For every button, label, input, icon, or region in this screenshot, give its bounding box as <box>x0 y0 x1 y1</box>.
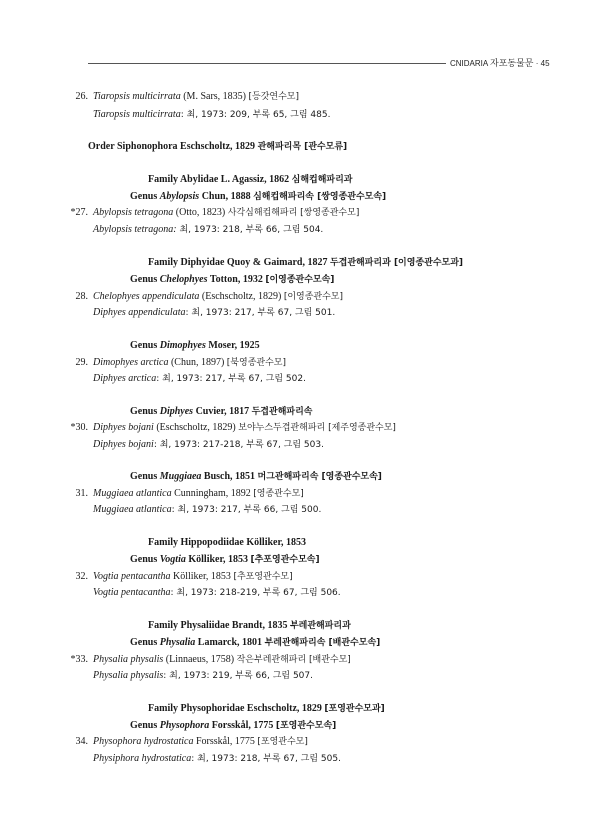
entry-26: 26. Tiaropsis multicirrata (M. Sars, 1835) [등갓연수모] <box>75 91 299 102</box>
genus-heading-chelophyes: Genus Chelophyes Totton, 1932 [이영종관수모속] <box>130 274 335 285</box>
running-header: CNIDARIA 자포동물문 · 45 <box>450 59 550 69</box>
entry-30: *30. Diphyes bojani (Eschscholtz, 1829) 보야누스두겹관해파리 [제주영종관수모] <box>70 422 396 433</box>
reference-29: Diphyes arctica: 최, 1973: 217, 부록 67, 그림 502. <box>93 373 306 384</box>
running-title-ko: 자포동물문 <box>490 59 534 69</box>
genus-heading-dimophyes: Genus Dimophyes Moser, 1925 <box>130 340 260 351</box>
entry-28: 28. Chelophyes appendiculata (Eschscholtz, 1829) [이영종관수모] <box>75 291 343 302</box>
genus-heading-vogtia: Genus Vogtia Kölliker, 1853 [추포영관수모속] <box>130 554 320 565</box>
page-number: 45 <box>540 59 550 68</box>
reference-34: Physiphora hydrostatica: 최, 1973: 218, 부록 67, 그림 505. <box>93 753 341 764</box>
genus-heading-diphyes: Genus Diphyes Cuvier, 1817 두겹관해파리속 <box>130 406 313 417</box>
reference-31: Muggiaea atlantica: 최, 1973: 217, 부록 66, 그림 500. <box>93 504 322 515</box>
entry-29: 29. Dimophyes arctica (Chun, 1897) [북영종관수모] <box>75 357 286 368</box>
family-heading-abylidae: Family Abylidae L. Agassiz, 1862 심해컵해파리과 <box>148 174 353 185</box>
reference-26: Tiaropsis multicirrata: 최, 1973: 209, 부록 65, 그림 485. <box>93 109 331 120</box>
reference-33: Physalia physalis: 최, 1973: 219, 부록 66, 그림 507. <box>93 670 313 681</box>
header-rule <box>88 63 446 64</box>
genus-heading-physophora: Genus Physophora Forsskål, 1775 [포영관수모속] <box>130 720 337 731</box>
family-heading-physaliidae: Family Physaliidae Brandt, 1835 부레관해파리과 <box>148 620 351 631</box>
family-heading-physophoridae: Family Physophoridae Eschscholtz, 1829 [포영관수모과] <box>148 703 385 714</box>
entry-32: 32. Vogtia pentacantha Kölliker, 1853 [추포영관수모] <box>75 571 293 582</box>
species-name: Tiaropsis multicirrata <box>93 91 181 102</box>
genus-heading-physalia: Genus Physalia Lamarck, 1801 부레관해파리속 [배관수모속] <box>130 637 381 648</box>
entry-31: 31. Muggiaea atlantica Cunningham, 1892 [영종관수모] <box>75 488 304 499</box>
entry-34: 34. Physophora hydrostatica Forsskål, 1775 [포영관수모] <box>75 736 308 747</box>
genus-heading-abylopsis: Genus Abylopsis Chun, 1888 심해컵해파리속 [쌍영종관수모속] <box>130 191 387 202</box>
reference-32: Vogtia pentacantha: 최, 1973: 218-219, 부록 67, 그림 506. <box>93 587 341 598</box>
entry-27: *27. Abylopsis tetragona (Otto, 1823) 사각심해컵해파리 [쌍영종관수모] <box>70 207 360 218</box>
reference-28: Diphyes appendiculata: 최, 1973: 217, 부록 67, 그림 501. <box>93 307 336 318</box>
reference-27: Abylopsis tetragona: 최, 1973: 218, 부록 66, 그림 504. <box>93 224 324 235</box>
family-heading-hippopodiidae: Family Hippopodiidae Kölliker, 1853 <box>148 537 306 548</box>
genus-heading-muggiaea: Genus Muggiaea Busch, 1851 머그관해파리속 [영종관수모속] <box>130 471 382 482</box>
family-heading-diphyidae: Family Diphyidae Quoy & Gaimard, 1827 두겹관해파리과 [이영종관수모과] <box>148 257 464 268</box>
order-heading: Order Siphonophora Eschscholtz, 1829 관해파리목 [관수모류] <box>88 141 348 152</box>
reference-30: Diphyes bojani: 최, 1973: 217-218, 부록 67, 그림 503. <box>93 439 324 450</box>
running-title: CNIDARIA <box>450 59 488 68</box>
entry-33: *33. Physalia physalis (Linnaeus, 1758) 작은부레관해파리 [배관수모] <box>70 654 351 665</box>
